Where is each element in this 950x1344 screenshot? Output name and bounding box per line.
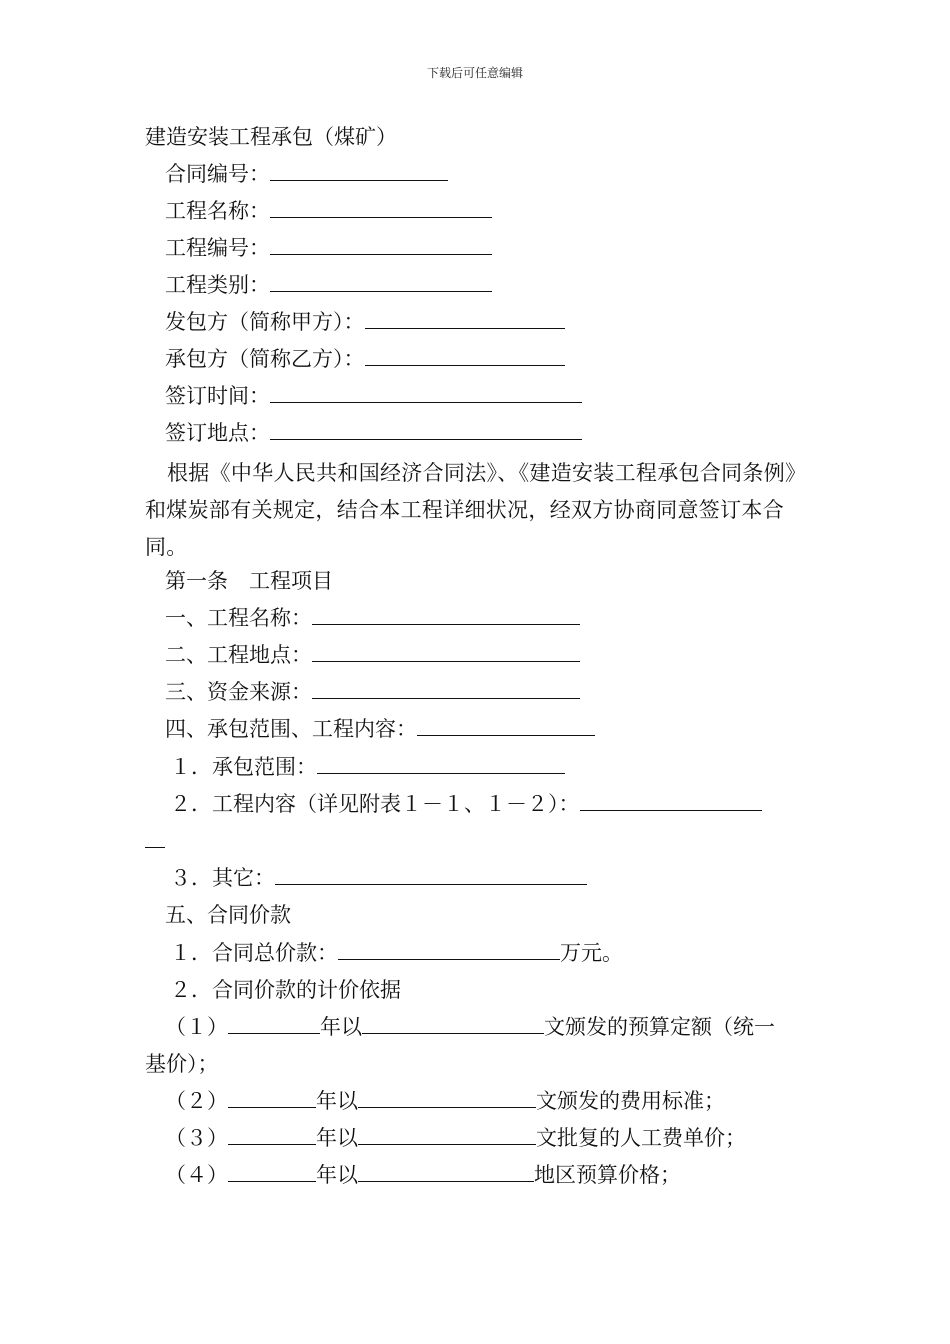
project-type-label: 工程类别： xyxy=(165,273,270,297)
basis-item-1-continuation: 基价）； xyxy=(145,1052,219,1076)
contract-no-blank xyxy=(270,162,448,181)
party-a-blank xyxy=(365,310,565,329)
contract-no-row xyxy=(165,161,448,187)
sign-place-row xyxy=(165,420,582,446)
article1-sub3-label: ３．其它： xyxy=(170,866,275,890)
basis-item-3-year-blank xyxy=(228,1126,316,1145)
project-name-label: 工程名称： xyxy=(165,199,270,223)
party-a-row xyxy=(165,309,565,335)
basis-item-4-mid: 年以 xyxy=(316,1163,358,1187)
project-no-blank xyxy=(270,236,492,255)
basis-item-1-year-blank xyxy=(228,1015,320,1034)
document-title: 建造安装工程承包（煤矿） xyxy=(145,125,397,149)
basis-item-2-doc-blank xyxy=(358,1089,536,1108)
pricing-basis-heading: ２．合同价款的计价依据 xyxy=(170,978,401,1002)
sign-time-label: 签订时间： xyxy=(165,384,270,408)
basis-item-2-end: 文颁发的费用标准； xyxy=(536,1089,725,1113)
basis-item-4-end: 地区预算价格； xyxy=(534,1163,681,1187)
sign-place-blank xyxy=(270,421,582,440)
article5-heading: 五、合同价款 xyxy=(165,903,291,927)
article1-sub2-row xyxy=(170,791,762,817)
sign-place-label: 签订地点： xyxy=(165,421,270,445)
article1-item2-label: 二、工程地点： xyxy=(165,643,312,667)
project-type-blank xyxy=(270,273,492,292)
preamble-paragraph: 根据《中华人民共和国经济合同法》、《建造安装工程承包合同条例》和煤炭部有关规定，结合本工程详细状况，经双方协商同意签订本合同。 xyxy=(145,461,807,559)
total-price-row xyxy=(170,940,623,966)
basis-item-3-mid: 年以 xyxy=(316,1126,358,1150)
total-price-unit: 万元。 xyxy=(560,941,623,965)
basis-item-1-mid: 年以 xyxy=(320,1015,362,1039)
basis-item-2-year-blank xyxy=(228,1089,316,1108)
project-name-blank xyxy=(270,199,492,218)
basis-item-1-doc-blank xyxy=(362,1015,544,1034)
basis-item-4-doc-blank xyxy=(358,1163,534,1182)
article1-sub2-label: ２．工程内容（详见附表１－１、１－２）： xyxy=(170,792,580,816)
basis-item-3-doc-blank xyxy=(358,1126,536,1145)
basis-item-3-num: （３） xyxy=(165,1126,228,1150)
basis-item-1-row xyxy=(165,1014,775,1040)
party-b-label: 承包方（简称乙方）： xyxy=(165,347,365,371)
article1-item4-row xyxy=(165,716,595,742)
article1-sub3-row xyxy=(170,865,587,891)
article1-sub2-blank-cont xyxy=(145,829,165,848)
basis-item-3-row xyxy=(165,1125,746,1151)
basis-item-2-row xyxy=(165,1088,725,1114)
sign-time-blank xyxy=(270,384,582,403)
basis-item-1-end: 文颁发的预算定额（统一 xyxy=(544,1015,775,1039)
basis-item-2-num: （２） xyxy=(165,1089,228,1113)
basis-item-4-year-blank xyxy=(228,1163,316,1182)
total-price-blank xyxy=(338,941,560,960)
party-a-label: 发包方（简称甲方）： xyxy=(165,310,365,334)
article1-sub2-continuation xyxy=(145,828,165,854)
article1-item2-row xyxy=(165,642,580,668)
party-b-row xyxy=(165,346,565,372)
article1-sub1-blank xyxy=(317,755,565,774)
sign-time-row xyxy=(165,383,582,409)
article1-item3-row xyxy=(165,679,580,705)
article1-item4-blank xyxy=(417,717,595,736)
basis-item-4-num: （４） xyxy=(165,1163,228,1187)
article1-item1-blank xyxy=(312,606,580,625)
project-no-row xyxy=(165,235,492,261)
project-type-row xyxy=(165,272,492,298)
party-b-blank xyxy=(365,347,565,366)
article1-item3-blank xyxy=(312,680,580,699)
basis-item-1-num: （１） xyxy=(165,1015,228,1039)
basis-item-2-mid: 年以 xyxy=(316,1089,358,1113)
article1-heading: 第一条 工程项目 xyxy=(165,569,333,593)
article1-item3-label: 三、资金来源： xyxy=(165,680,312,704)
article1-sub1-row xyxy=(170,754,565,780)
article1-sub1-label: １．承包范围： xyxy=(170,755,317,779)
article1-item2-blank xyxy=(312,643,580,662)
article1-item1-label: 一、工程名称： xyxy=(165,606,312,630)
article1-sub2-blank xyxy=(580,792,762,811)
article1-item4-label: 四、承包范围、工程内容： xyxy=(165,717,417,741)
project-no-label: 工程编号： xyxy=(165,236,270,260)
article1-sub3-blank xyxy=(275,866,587,885)
basis-item-4-row xyxy=(165,1162,681,1188)
page-header: 下载后可任意编辑 xyxy=(426,66,523,80)
project-name-row xyxy=(165,198,492,224)
total-price-label: １．合同总价款： xyxy=(170,941,338,965)
contract-no-label: 合同编号： xyxy=(165,162,270,186)
basis-item-3-end: 文批复的人工费单价； xyxy=(536,1126,746,1150)
article1-item1-row xyxy=(165,605,580,631)
